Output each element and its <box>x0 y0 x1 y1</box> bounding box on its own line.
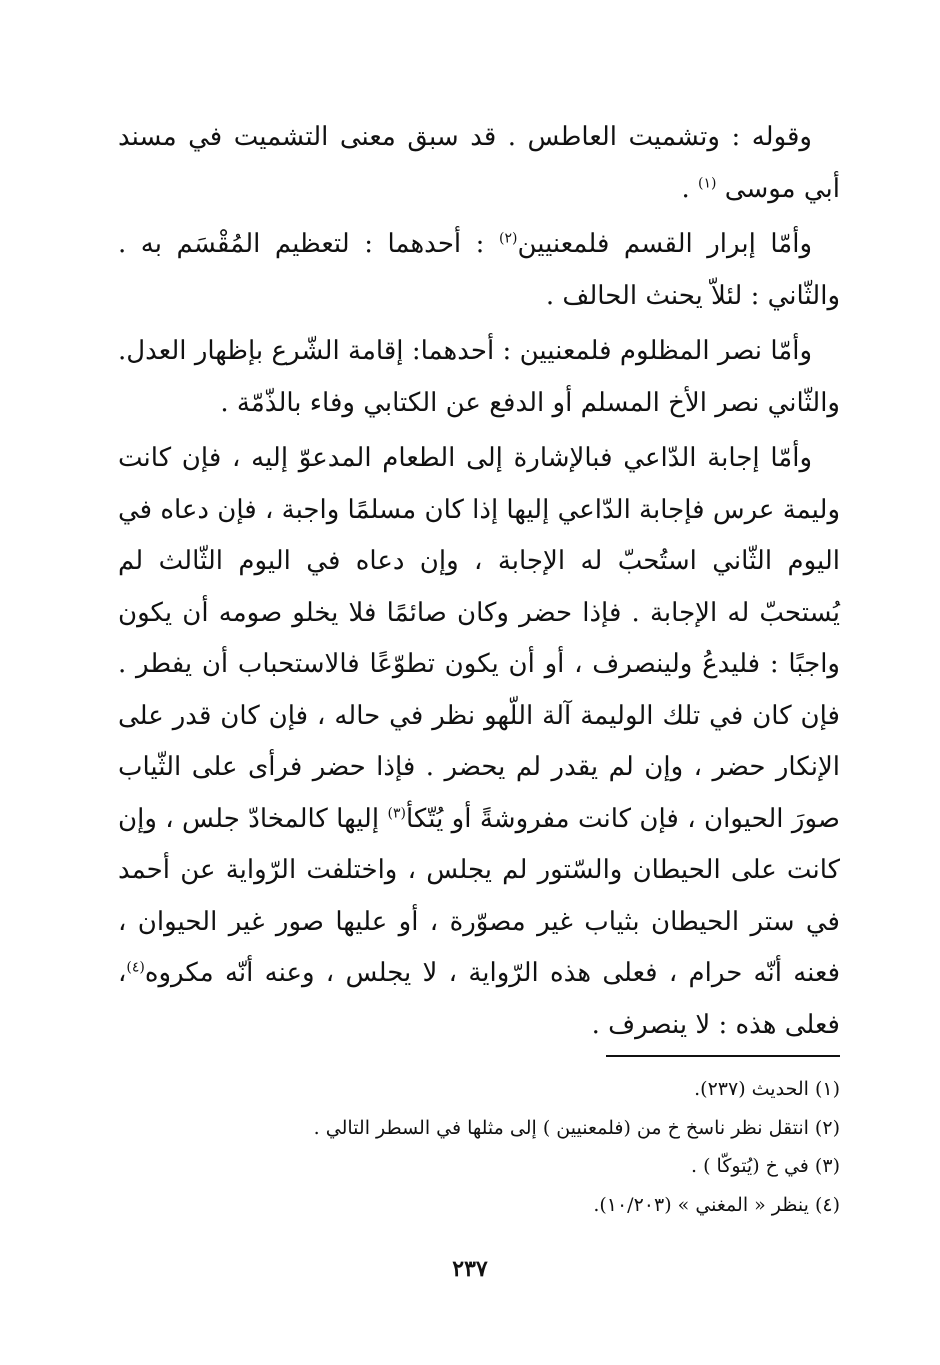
footnote-ref-2: (٢) <box>498 230 518 247</box>
footnote-2: (٢) انتقل نظر ناسخ خ من (فلمعنيين ) إلى مثلها في السطر التالي . <box>313 1116 840 1139</box>
paragraph-text: وأمّا إبرار القسم فلمعنيين <box>517 229 812 259</box>
footnote-4: (٤) ينظر « المغني » (١٠/٢٠٣). <box>593 1193 840 1216</box>
paragraph-tail: . <box>681 173 690 204</box>
paragraph-oppressed <box>118 326 840 429</box>
page-number: ٢٣٧ <box>452 1256 488 1282</box>
footnote-1: (١) الحديث (٢٣٧). <box>694 1078 840 1100</box>
footnote-ref-1: (١) <box>698 174 717 191</box>
paragraph-text-end: ، فعلى هذه : لا ينصرف . <box>118 958 840 1040</box>
paragraph-text-cont: إليها كالمخادّ جلس ، وإن كانت على الحيطان والسّتور لم يجلس ، واختلفت الرّواية عن أحمد في ستر الحيطان بثياب غير مصوّرة ، أو عليها صور غير الحيوان ، فعنه أنّه حرام ، فعلى هذه الرّواية ، لا يجلس ، وعنه أنّه مكروه <box>118 803 840 988</box>
main-text <box>118 112 840 1055</box>
paragraph-text: وأمّا إجابة الدّاعي فبالإشارة إلى الطعام المدعوّ إليه ، فإن كانت وليمة عرس فإجابة الدّاعي إليها إذا كان مسلمًا واجبة ، فإن دعاه في اليوم الثّاني استُحبّ له الإجابة ، وإن دعاه في اليوم الثّالث لم يُستحبّ له الإجابة . فإذا حضر وكان صائمًا فلا يخلو صومه أن يكون واجبًا : فليدعُ ولينصرف ، أو أن يكون تطوّعًا فالاستحباب أن يفطر . فإن كان في تلك الوليمة آلة اللّهو نظر في حاله ، فإن كان قدر على الإنكار حضر ، وإن لم يقدر لم يحضر . فإذا حضر فرأى على الثّياب صورَ الحيوان ، فإن كانت مفروشةً أو يُتّكأ <box>118 443 840 834</box>
footnote-ref-3: (٣) <box>387 804 406 821</box>
paragraph-invitation <box>118 433 840 1051</box>
paragraph-text: وقوله : وتشميت العاطس . قد سبق معنى التشميت في مسند أبي موسى <box>118 122 840 204</box>
paragraph-sneezer <box>118 112 840 215</box>
footnote-divider <box>606 1055 840 1057</box>
footnote-ref-4: (٤) <box>126 959 145 976</box>
paragraph-text-rest: والثّاني نصر الأخ المسلم أو الدفع عن الكتابي وفاء بالذّمّة . <box>220 387 840 418</box>
paragraph-oath <box>118 219 840 322</box>
footnotes <box>200 1070 840 1224</box>
footnote-3: (٣) في خ (يُتوكّا ) . <box>691 1155 840 1177</box>
paragraph-text-rest: : أحدهما : لتعظيم المُقْسَم به . والثّاني : لئلاّ يحنث الحالف . <box>118 229 840 311</box>
paragraph-text: وأمّا نصر المظلوم فلمعنيين : أحدهما: إقامة الشّرع بإظهار العدل. <box>118 336 812 366</box>
